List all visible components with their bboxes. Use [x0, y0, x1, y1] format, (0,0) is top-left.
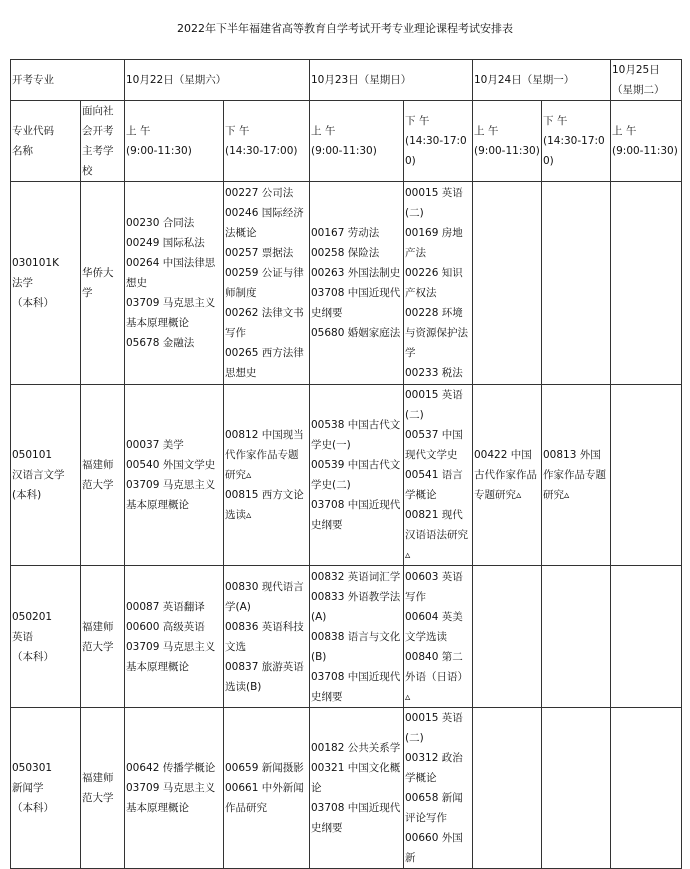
- session-cell: [404, 566, 473, 708]
- session-cell: [310, 182, 404, 385]
- header-name-label: 名称: [12, 145, 33, 157]
- page-title: 2022年下半年福建省高等教育自学考试开考专业理论课程考试安排表: [177, 22, 513, 35]
- course-item: 03708 中国近现代史纲要: [311, 670, 401, 703]
- course-item: 00538 中国古代文学史(一): [311, 419, 401, 451]
- session-cell: [473, 708, 542, 869]
- session-label: 下 午: [225, 125, 250, 137]
- major-code: 050101: [12, 449, 53, 461]
- course-item: 00838 语言与文化(B): [311, 630, 401, 663]
- session-cell: [611, 182, 682, 385]
- header-code-name: [11, 101, 81, 182]
- header-date-1025: 10月25日（星期二）: [611, 60, 682, 101]
- header-session-6: [611, 101, 682, 182]
- course-item: 00600 高级英语: [126, 620, 205, 633]
- course-item: 00264 中国法律思想史: [126, 257, 216, 289]
- course-item: 00258 保险法: [311, 247, 380, 259]
- course-item: 00263 外国法制史: [311, 267, 401, 279]
- course-item: 00603 英语写作: [405, 570, 463, 603]
- session-cell: [542, 182, 611, 385]
- session-time: (14:30-17:00): [543, 135, 605, 167]
- session-cell: [125, 385, 224, 566]
- header-session-3: [404, 101, 473, 182]
- school: 华侨大学: [81, 182, 125, 385]
- session-cell: [542, 708, 611, 869]
- school: 福建师范大学: [81, 708, 125, 869]
- course-item: 00246 国际经济法概论: [225, 207, 304, 239]
- session-time: (9:00-11:30): [474, 145, 540, 157]
- session-cell: [473, 182, 542, 385]
- course-item: 00813 外国作家作品专题研究▵: [543, 449, 606, 501]
- session-cell: [125, 708, 224, 869]
- course-item: 00233 税法: [405, 367, 463, 379]
- major-code: 050301: [12, 762, 53, 774]
- major-code: 050201: [12, 610, 53, 623]
- header-session-2: [310, 101, 404, 182]
- major-level: （本科）: [12, 650, 54, 663]
- major-name: 英语: [12, 630, 33, 643]
- session-cell: [611, 385, 682, 566]
- course-item: 00037 美学: [126, 439, 184, 451]
- course-item: 00228 环境与资源保护法学: [405, 307, 468, 359]
- course-item: 00227 公司法: [225, 187, 294, 199]
- major-name: 汉语言文学: [12, 469, 65, 481]
- header-code-label: 专业代码: [12, 125, 54, 137]
- header-row-dates: [11, 60, 682, 101]
- major-name: 新闻学: [12, 782, 44, 794]
- course-item: 00604 英美文学选读: [405, 610, 463, 643]
- course-item: 03709 马克思主义基本原理概论: [126, 640, 216, 673]
- exam-schedule-table: [10, 59, 682, 869]
- session-cell: [310, 708, 404, 869]
- course-item: 00262 法律文书写作: [225, 307, 304, 339]
- session-cell: [310, 385, 404, 566]
- course-item: 00815 西方文论选读▵: [225, 489, 304, 521]
- course-item: 00837 旅游英语选读(B): [225, 660, 304, 693]
- course-item: 00830 现代语言学(A): [225, 580, 304, 613]
- session-label: 上 午: [126, 125, 151, 137]
- major-row: [11, 708, 682, 869]
- major-level: (本科): [12, 489, 42, 501]
- course-item: 03708 中国近现代史纲要: [311, 287, 401, 319]
- major-code: 030101K: [12, 257, 59, 269]
- header-date-1022: 10月22日（星期六）: [125, 60, 310, 101]
- session-cell: [224, 182, 310, 385]
- course-item: 00537 中国现代文学史: [405, 429, 463, 461]
- session-cell: [473, 566, 542, 708]
- course-item: 00087 英语翻译: [126, 600, 205, 613]
- session-time: (14:30-17:00): [405, 135, 467, 167]
- course-item: 00658 新闻评论写作: [405, 792, 463, 824]
- course-item: 00226 知识产权法: [405, 267, 463, 299]
- session-cell: [224, 708, 310, 869]
- course-item: 00422 中国古代作家作品专题研究▵: [474, 449, 537, 501]
- session-cell: [404, 385, 473, 566]
- major-name: 法学: [12, 277, 33, 289]
- course-item: 03708 中国近现代史纲要: [311, 802, 401, 834]
- session-time: (9:00-11:30): [126, 145, 192, 157]
- course-item: 00539 中国古代文学史(二): [311, 459, 401, 491]
- session-cell: [404, 182, 473, 385]
- course-item: 00660 外国新: [405, 832, 463, 864]
- header-session-5: [542, 101, 611, 182]
- header-session-0: [125, 101, 224, 182]
- course-item: 03709 马克思主义基本原理概论: [126, 297, 216, 329]
- header-school: 面向社会开考主考学校: [81, 101, 125, 182]
- course-item: 00840 第二外语（日语）▵: [405, 650, 468, 703]
- session-time: (9:00-11:30): [612, 145, 678, 157]
- course-item: 03709 马克思主义基本原理概论: [126, 479, 216, 511]
- session-label: 上 午: [612, 125, 637, 137]
- session-cell: [611, 566, 682, 708]
- course-item: 00249 国际私法: [126, 237, 205, 249]
- session-cell: [125, 566, 224, 708]
- major-code-name: [11, 385, 81, 566]
- course-item: 00821 现代汉语语法研究▵: [405, 509, 468, 561]
- header-major: 开考专业: [11, 60, 125, 101]
- course-item: 00541 语言学概论: [405, 469, 463, 501]
- course-item: 00015 英语(二): [405, 712, 463, 744]
- course-item: 00169 房地产法: [405, 227, 463, 259]
- course-item: 00661 中外新闻作品研究: [225, 782, 304, 814]
- session-cell: [542, 566, 611, 708]
- course-item: 05678 金融法: [126, 337, 195, 349]
- session-time: (9:00-11:30): [311, 145, 377, 157]
- major-row: [11, 182, 682, 385]
- school: 福建师范大学: [81, 385, 125, 566]
- header-row-sessions: [11, 101, 682, 182]
- session-cell: [473, 385, 542, 566]
- session-cell: [404, 708, 473, 869]
- course-item: 00832 英语词汇学: [311, 570, 401, 583]
- course-item: 00015 英语(二): [405, 187, 463, 219]
- session-cell: [310, 566, 404, 708]
- session-label: 上 午: [474, 125, 499, 137]
- course-item: 00167 劳动法: [311, 227, 380, 239]
- session-time: (14:30-17:00): [225, 145, 298, 157]
- major-level: （本科）: [12, 297, 54, 309]
- course-item: 03709 马克思主义基本原理概论: [126, 782, 216, 814]
- course-item: 00265 西方法律思想史: [225, 347, 304, 379]
- course-item: 00015 英语(二): [405, 389, 463, 421]
- course-item: 00659 新闻摄影: [225, 762, 304, 774]
- major-code-name: [11, 566, 81, 708]
- session-cell: [224, 566, 310, 708]
- header-date-1024: 10月24日（星期一）: [473, 60, 611, 101]
- session-label: 下 午: [543, 115, 568, 127]
- major-row: [11, 566, 682, 708]
- course-item: 00321 中国文化概论: [311, 762, 401, 794]
- major-row: [11, 385, 682, 566]
- course-item: 00259 公证与律师制度: [225, 267, 304, 299]
- session-cell: [224, 385, 310, 566]
- major-level: （本科）: [12, 802, 54, 814]
- course-item: 00642 传播学概论: [126, 762, 216, 774]
- major-code-name: [11, 182, 81, 385]
- course-item: 00812 中国现当代作家作品专题研究▵: [225, 429, 304, 481]
- session-label: 上 午: [311, 125, 336, 137]
- major-code-name: [11, 708, 81, 869]
- course-item: 00540 外国文学史: [126, 459, 216, 471]
- course-item: 03708 中国近现代史纲要: [311, 499, 401, 531]
- school: 福建师范大学: [81, 566, 125, 708]
- session-cell: [611, 708, 682, 869]
- course-item: 00182 公共关系学: [311, 742, 401, 754]
- course-item: 00836 英语科技文选: [225, 620, 304, 653]
- session-label: 下 午: [405, 115, 430, 127]
- course-item: 00312 政治学概论: [405, 752, 463, 784]
- header-date-1023: 10月23日（星期日）: [310, 60, 473, 101]
- course-item: 05680 婚姻家庭法: [311, 327, 401, 339]
- course-item: 00230 合同法: [126, 217, 195, 229]
- header-session-4: [473, 101, 542, 182]
- header-session-1: [224, 101, 310, 182]
- session-cell: [125, 182, 224, 385]
- session-cell: [542, 385, 611, 566]
- course-item: 00833 外语教学法(A): [311, 590, 401, 623]
- course-item: 00257 票据法: [225, 247, 294, 259]
